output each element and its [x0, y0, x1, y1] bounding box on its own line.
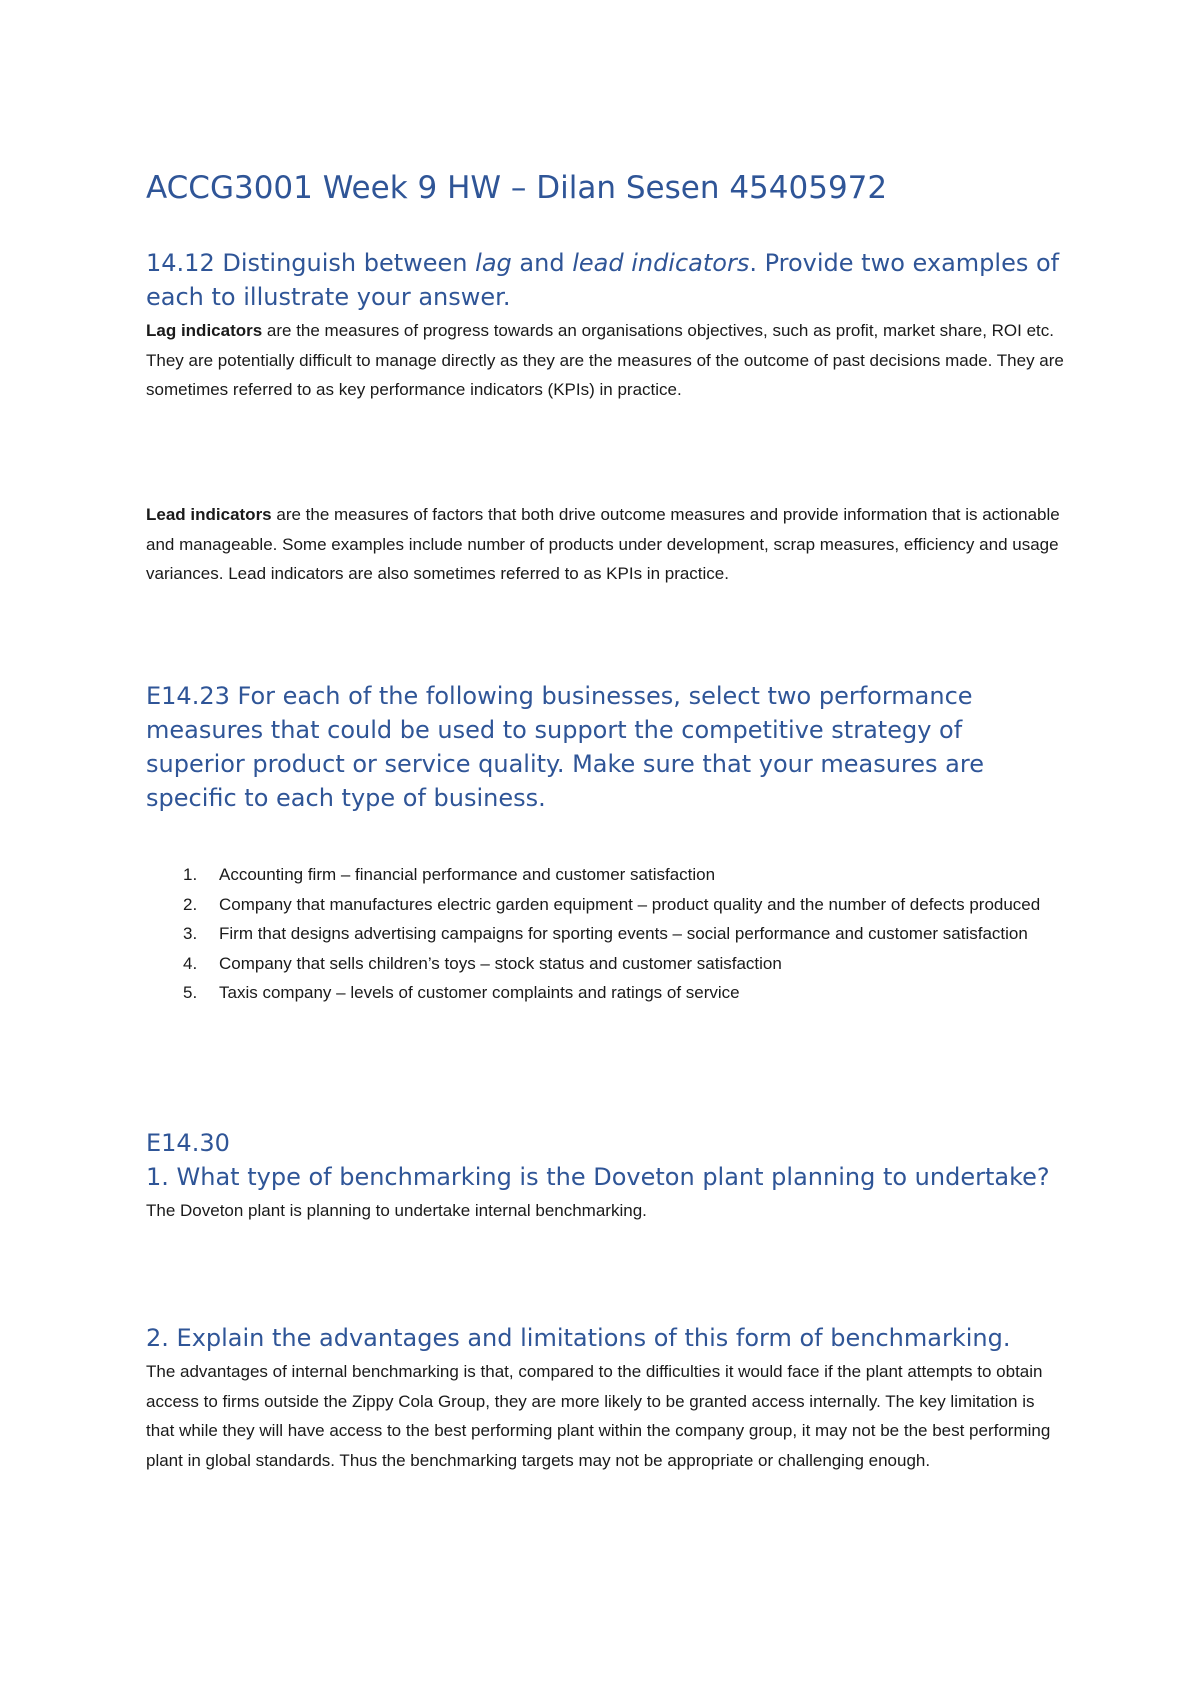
subquestion-1-heading: 1. What type of benchmarking is the Doveton plant planning to undertake? [146, 1163, 1050, 1191]
document-title: ACCG3001 Week 9 HW – Dilan Sesen 45405972 [146, 170, 888, 206]
lag-indicators-paragraph [146, 316, 1066, 405]
list-number: 2. [183, 894, 198, 914]
list-number: 3. [183, 924, 198, 943]
question-heading: E14.23 For each of the following businesses, select two performance measures that could be used to support the competitive strategy of superior product or service quality. Make sure that your measures are specific to each type of business. [146, 682, 984, 812]
list-text: Firm that designs advertising campaigns for sporting events – social performance and customer satisfaction [219, 924, 1028, 943]
heading-text: and [511, 249, 573, 277]
list-item [146, 949, 1066, 979]
question-heading [146, 246, 1066, 314]
heading-text: . Provide two examples of each to illustrate your answer. [146, 249, 1060, 311]
question-14-12 [146, 246, 1066, 405]
lead-indicators-paragraph [146, 500, 1066, 589]
paragraph-text: are the measures of progress towards an organisations objectives, such as profit, market share, ROI etc. They are potentially difficult to manage directly as they are the measures of the outcome of past decisions made. They are sometimes referred to as key performance indicators (KPIs) in practice. [146, 321, 1064, 399]
heading-text: 14.12 Distinguish between [146, 249, 476, 277]
list-text: Company that manufactures electric garden equipment – product quality and the number of defects produced [219, 894, 1041, 914]
heading-italic-lead: lead indicators [572, 249, 750, 277]
list-text: Taxis company – levels of customer complaints and ratings of service [219, 983, 740, 1002]
heading-italic-lag: lag [475, 249, 512, 277]
subquestion-2-answer: The advantages of internal benchmarking is that, compared to the difficulties it would face if the plant attempts to obtain access to firms outside the Zippy Cola Group, they are more likely to be granted access internally. The key limitation is that while they will have access to the best performing plant within the company group, it may not be the best performing plant in global standards. Thus the benchmarking targets may not be appropriate or challenging enough. [146, 1362, 1051, 1470]
business-list-block [146, 860, 1066, 1008]
subquestion-2-heading: 2. Explain the advantages and limitations of this form of benchmarking. [146, 1324, 1011, 1352]
question-label: E14.30 [146, 1129, 230, 1157]
lead-indicators-term: Lead indicators [146, 505, 272, 524]
list-item [146, 919, 1066, 949]
lead-indicators-block [146, 500, 1066, 589]
list-number: 1. [183, 865, 198, 884]
list-text: Company that sells children’s toys – stock status and customer satisfaction [219, 953, 782, 973]
subquestion-2-block [146, 1321, 1066, 1475]
subquestion-1-answer: The Doveton plant is planning to undertake internal benchmarking. [146, 1201, 647, 1220]
list-text: Accounting firm – financial performance and customer satisfaction [219, 865, 716, 884]
paragraph-text: are the measures of factors that both drive outcome measures and provide information that is actionable and manageable. Some examples include number of products under development, scrap measures, efficiency and usage variances. Lead indicators are also sometimes referred to as KPIs in practice. [146, 505, 1060, 583]
lag-indicators-term: Lag indicators [146, 321, 263, 340]
list-item [146, 860, 1066, 890]
business-list [146, 860, 1066, 1008]
question-e14-30 [146, 1126, 1066, 1226]
list-number: 4. [183, 953, 198, 973]
document-page [146, 0, 1066, 1698]
list-item [146, 978, 1066, 1008]
list-item [146, 890, 1066, 920]
question-e14-23 [146, 679, 1066, 815]
list-number: 5. [183, 983, 198, 1002]
